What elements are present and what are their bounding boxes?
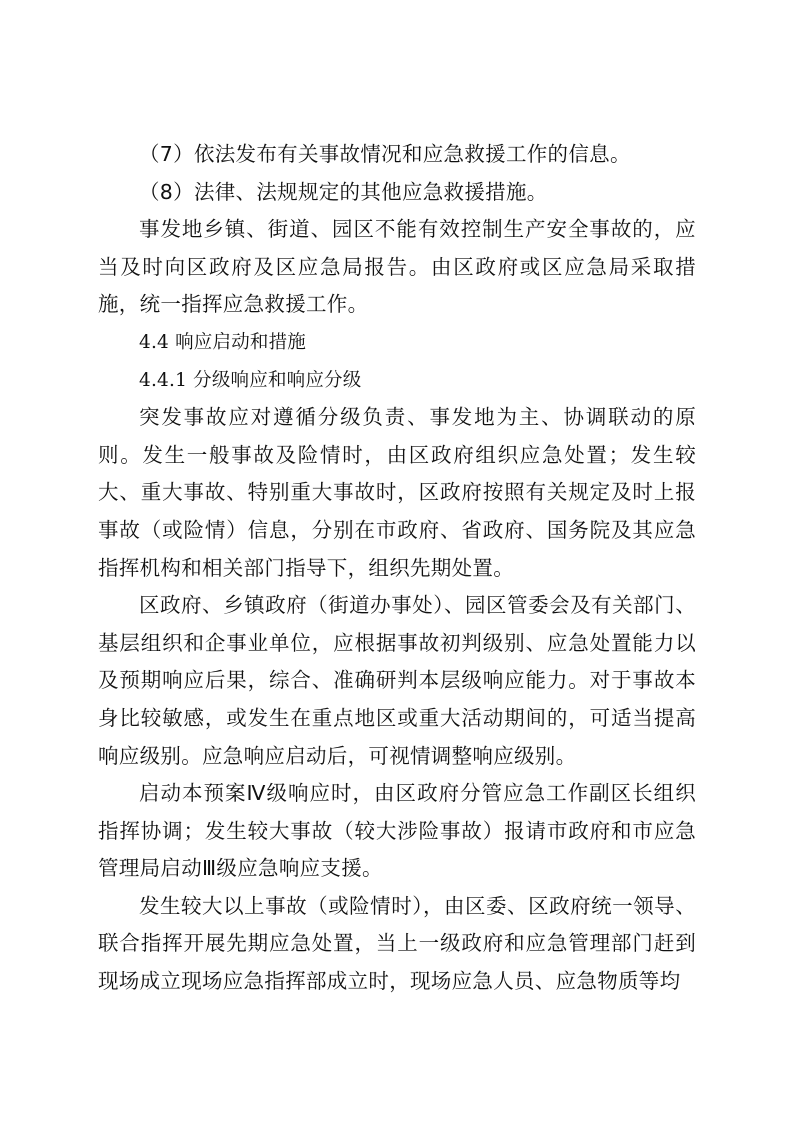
paragraph-response-principle: 突发事故应对遵循分级负责、事发地为主、协调联动的原则。发生一般事故及险情时，由区政府组织应急处置；发生较大、重大事故、特别重大事故时，区政府按照有关规定及时上报事故（或险情）信息，分别在市政府、省政府、国务院及其应急指挥机构和相关部门指导下，组织先期处置。 <box>98 405 696 580</box>
section-heading-4-4-1: 4.4.1 分级响应和响应分级 <box>139 369 362 391</box>
paragraph-response-assessment: 区政府、乡镇政府（街道办事处）、园区管委会及有关部门、基层组织和企事业单位，应根据事故初判级别、应急处置能力以及预期响应后果，综合、准确研判本层级响应能力。对于事故本身比较敏感，或发生在重点地区或重大活动期间的，可适当提高响应级别。应急响应启动后，可视情调整响应级别。 <box>98 593 696 768</box>
paragraph-local-report: 事发地乡镇、街道、园区不能有效控制生产安全事故的，应当及时向区政府及区应急局报告。由区政府或区应急局采取措施，统一指挥应急救援工作。 <box>98 217 696 317</box>
document-body <box>98 136 696 1001</box>
paragraph-measure-8: （8）法律、法规规定的其他应急救援措施。 <box>139 179 548 204</box>
paragraph-level-iv-response: 启动本预案Ⅳ级响应时，由区政府分管应急工作副区长组织指挥协调；发生较大事故（较大涉险事故）报请市政府和市应急管理局启动Ⅲ级应急响应支援。 <box>98 781 696 881</box>
section-heading-4-4: 4.4 响应启动和措施 <box>139 331 307 353</box>
paragraph-measure-7: （7）依法发布有关事故情况和应急救援工作的信息。 <box>139 142 631 166</box>
paragraph-major-incident: 发生较大以上事故（或险情时），由区委、区政府统一领导、联合指挥开展先期应急处置，当上一级政府和应急管理部门赶到现场成立现场应急指挥部成立时，现场应急人员、应急物质等均 <box>98 893 696 994</box>
